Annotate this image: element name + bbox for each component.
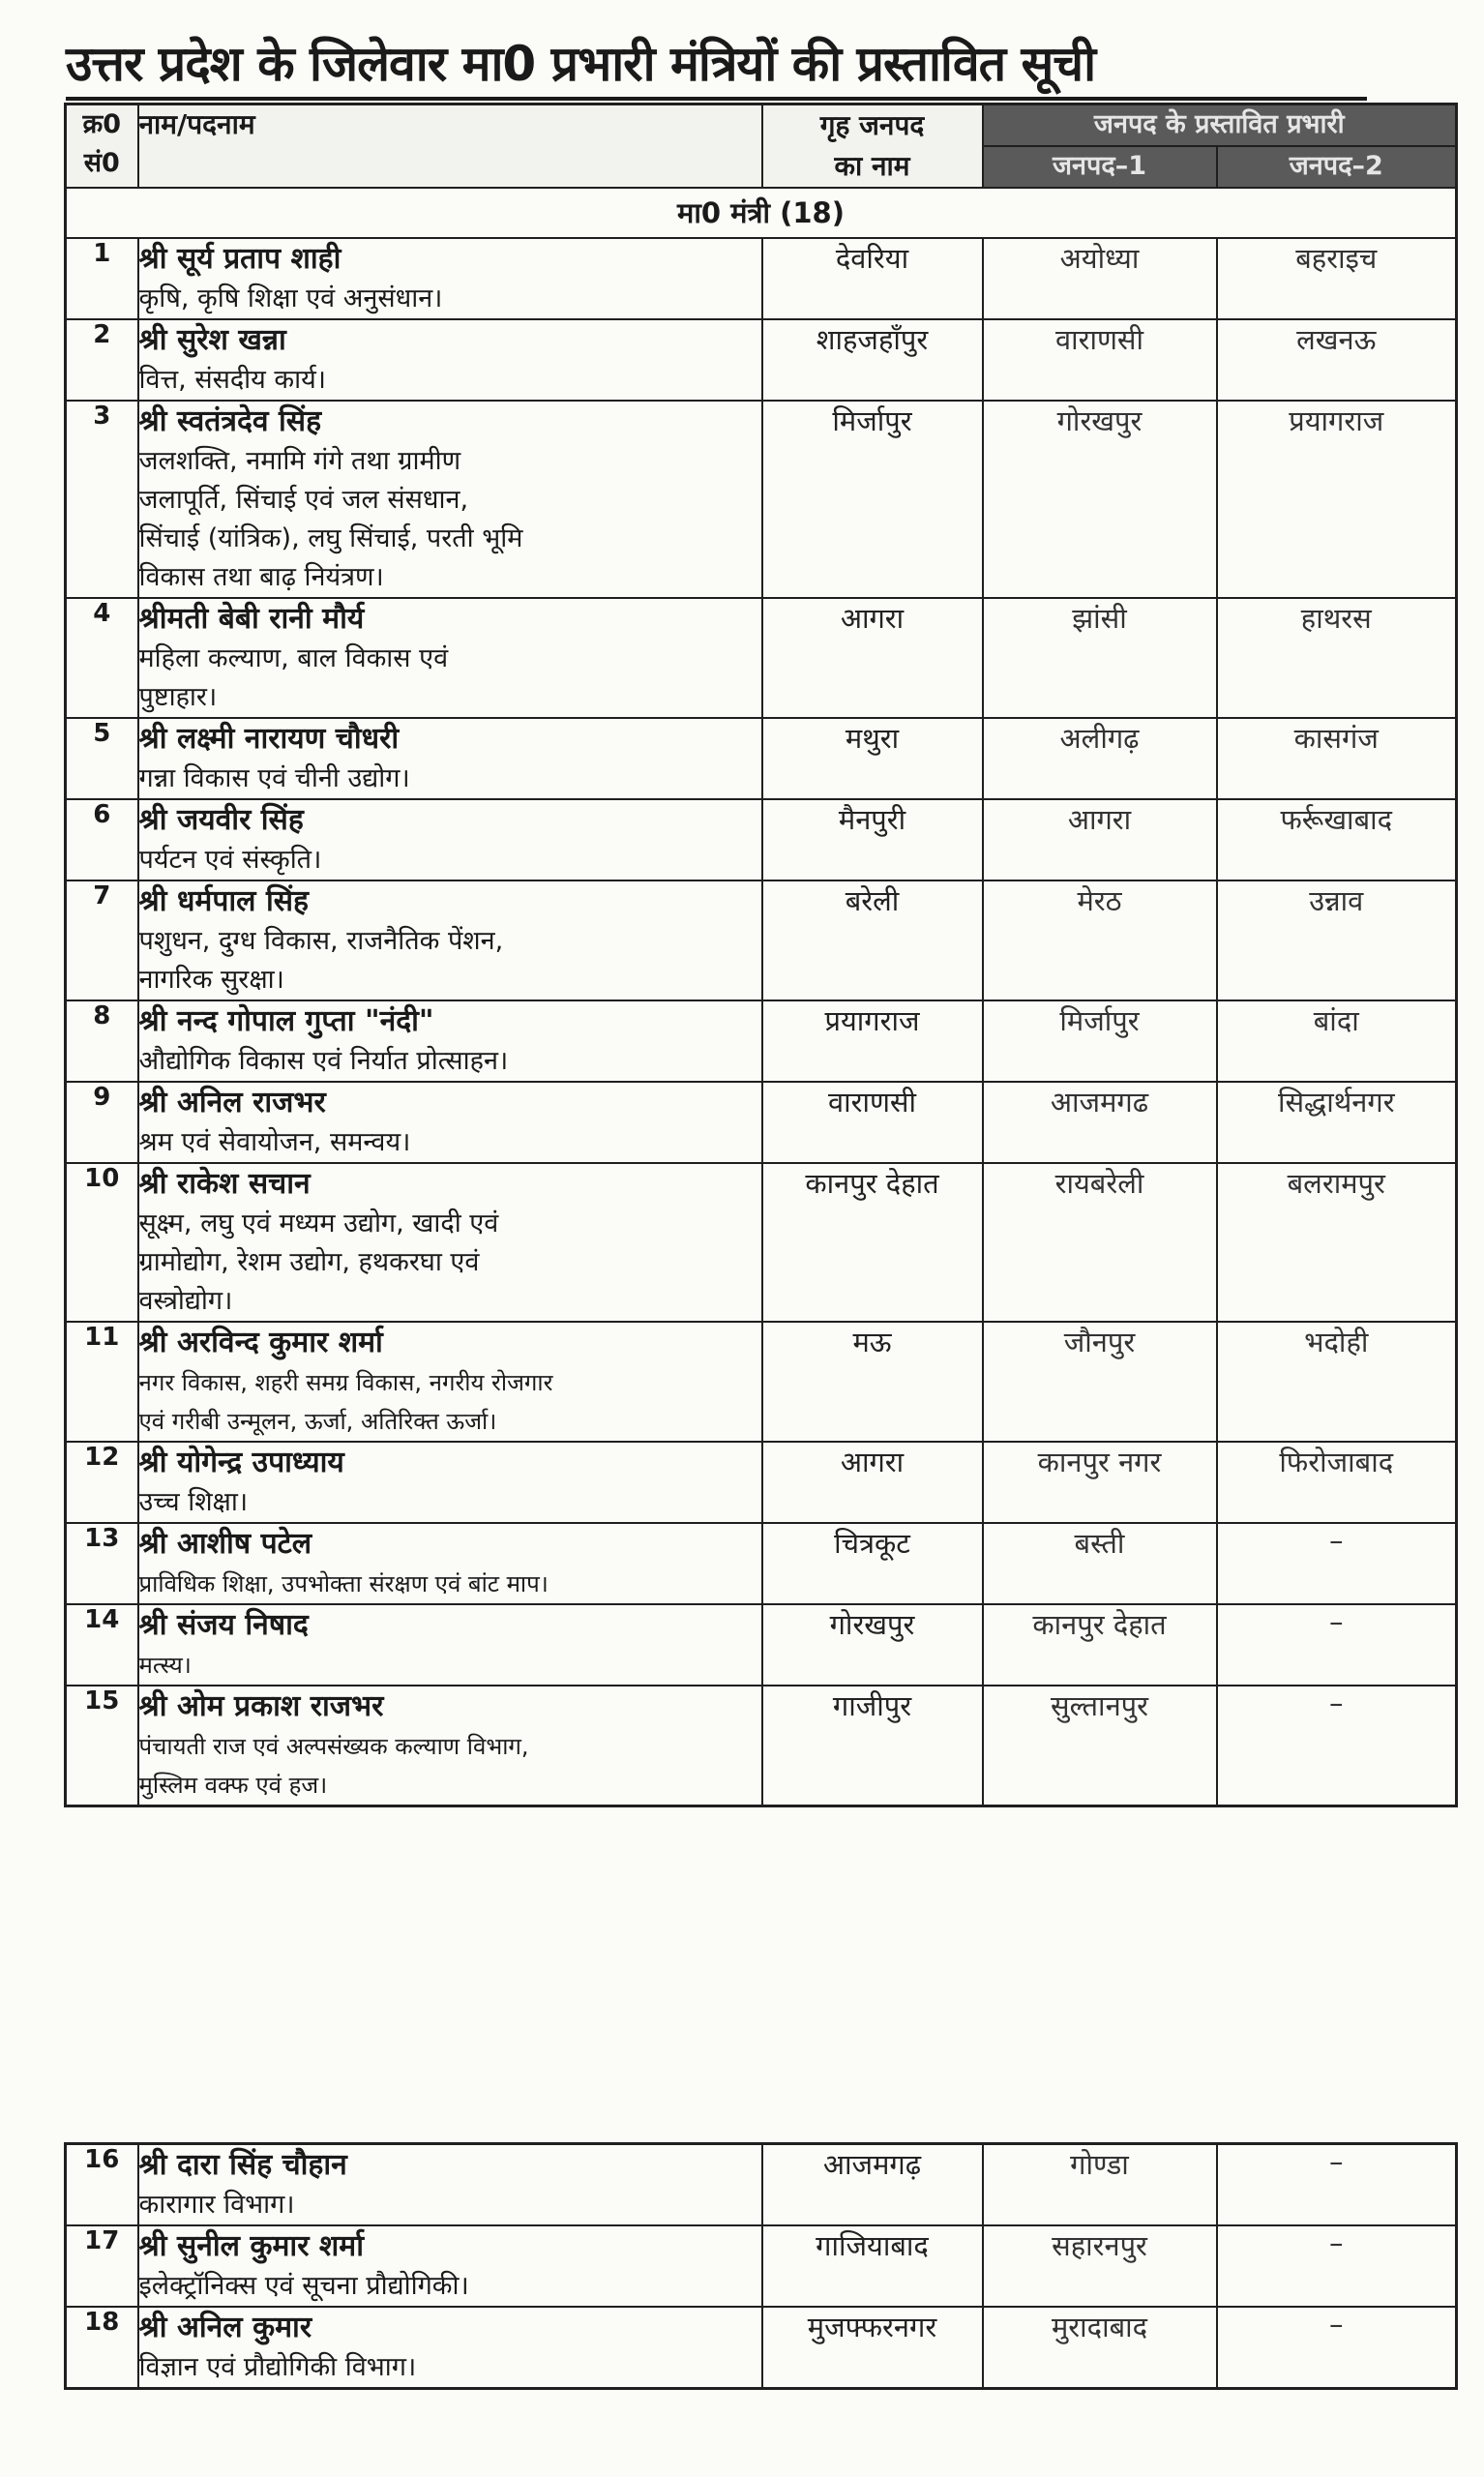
portfolio-line: पशुधन, दुग्ध विकास, राजनैतिक पेंशन, bbox=[138, 926, 504, 956]
district-1: कानपुर नगर bbox=[983, 1442, 1217, 1523]
name-cell bbox=[138, 1523, 762, 1604]
portfolio-line: कारागार विभाग। bbox=[138, 2190, 295, 2220]
portfolio-line: नागरिक सुरक्षा। bbox=[138, 965, 284, 995]
home-district: मऊ bbox=[762, 1322, 983, 1442]
minister-name: श्री जयवीर सिंह bbox=[138, 803, 304, 837]
portfolio-line: सूक्ष्म, लघु एवं मध्यम उद्योग, खादी एवं bbox=[138, 1209, 499, 1238]
name-cell bbox=[138, 880, 762, 1000]
portfolio-line: उच्च शिक्षा। bbox=[138, 1487, 249, 1517]
header-district2: जनपद–2 bbox=[1217, 146, 1457, 188]
district-2: प्रयागराज bbox=[1217, 401, 1457, 598]
portfolio-line: पंचायती राज एवं अल्पसंख्यक कल्याण विभाग, bbox=[138, 1733, 529, 1760]
portfolio-line: विज्ञान एवं प्रौद्योगिकी विभाग। bbox=[138, 2352, 417, 2382]
serial-number: 5 bbox=[66, 718, 138, 799]
portfolio-line: नगर विकास, शहरी समग्र विकास, नगरीय रोजगार bbox=[138, 1369, 553, 1396]
district-2: फिरोजाबाद bbox=[1217, 1442, 1457, 1523]
serial-number: 13 bbox=[66, 1523, 138, 1604]
minister-name: श्री ओम प्रकाश राजभर bbox=[138, 1689, 384, 1723]
serial-number: 14 bbox=[66, 1604, 138, 1686]
portfolio-line: मत्स्य। bbox=[138, 1652, 192, 1679]
minister-name: श्री योगेन्द्र उपाध्याय bbox=[138, 1446, 344, 1479]
table-row bbox=[66, 1322, 1457, 1442]
section-row bbox=[66, 188, 1457, 238]
portfolio-line: ग्रामोद्योग, रेशम उद्योग, हथकरघा एवं bbox=[138, 1247, 480, 1277]
home-district: प्रयागराज bbox=[762, 1000, 983, 1082]
serial-number: 2 bbox=[66, 319, 138, 401]
header-serial-line1: क्र0 bbox=[82, 109, 122, 139]
table-row bbox=[66, 2307, 1457, 2389]
minister-name: श्रीमती बेबी रानी मौर्य bbox=[138, 602, 365, 636]
name-cell bbox=[138, 1082, 762, 1163]
name-cell bbox=[138, 2225, 762, 2307]
district-1: मिर्जापुर bbox=[983, 1000, 1217, 1082]
district-1: आगरा bbox=[983, 799, 1217, 880]
serial-number: 11 bbox=[66, 1322, 138, 1442]
name-cell bbox=[138, 238, 762, 319]
header-home-district bbox=[762, 104, 983, 189]
home-district: गोरखपुर bbox=[762, 1604, 983, 1686]
district-1: रायबरेली bbox=[983, 1163, 1217, 1322]
portfolio-line: सिंचाई (यांत्रिक), लघु सिंचाई, परती भूमि bbox=[138, 523, 523, 553]
header-serial-line2: सं0 bbox=[83, 148, 120, 178]
district-1: बस्ती bbox=[983, 1523, 1217, 1604]
district-1: झांसी bbox=[983, 598, 1217, 718]
serial-number: 1 bbox=[66, 238, 138, 319]
header-serial bbox=[66, 104, 138, 189]
district-1: सहारनपुर bbox=[983, 2225, 1217, 2307]
minister-name: श्री दारा सिंह चौहान bbox=[138, 2148, 347, 2182]
home-district: आजमगढ़ bbox=[762, 2144, 983, 2226]
table-row bbox=[66, 1604, 1457, 1686]
home-district: देवरिया bbox=[762, 238, 983, 319]
district-2: फर्रूखाबाद bbox=[1217, 799, 1457, 880]
portfolio-line: कृषि, कृषि शिक्षा एवं अनुसंधान। bbox=[138, 284, 443, 313]
district-1: गोरखपुर bbox=[983, 401, 1217, 598]
portfolio-line: विकास तथा बाढ़ नियंत्रण। bbox=[138, 562, 384, 592]
table-row bbox=[66, 238, 1457, 319]
district-2: – bbox=[1217, 2144, 1457, 2226]
home-district: मिर्जापुर bbox=[762, 401, 983, 598]
header-row bbox=[66, 104, 1457, 147]
district-2: बहराइच bbox=[1217, 238, 1457, 319]
table-row bbox=[66, 2225, 1457, 2307]
name-cell bbox=[138, 598, 762, 718]
minister-name: श्री राकेश सचान bbox=[138, 1167, 311, 1201]
home-district: कानपुर देहात bbox=[762, 1163, 983, 1322]
portfolio-line: श्रम एवं सेवायोजन, समन्वय। bbox=[138, 1127, 411, 1157]
serial-number: 3 bbox=[66, 401, 138, 598]
serial-number: 15 bbox=[66, 1686, 138, 1806]
table-row bbox=[66, 799, 1457, 880]
name-cell bbox=[138, 401, 762, 598]
minister-name: श्री अरविन्द कुमार शर्मा bbox=[138, 1326, 383, 1359]
district-1: मुरादाबाद bbox=[983, 2307, 1217, 2389]
header-district1: जनपद–1 bbox=[983, 146, 1217, 188]
table-row bbox=[66, 319, 1457, 401]
section-title: मा0 मंत्री (18) bbox=[66, 188, 1457, 238]
name-cell bbox=[138, 718, 762, 799]
portfolio-line: मुस्लिम वक्फ एवं हज। bbox=[138, 1772, 328, 1799]
minister-name: श्री सुनील कुमार शर्मा bbox=[138, 2229, 365, 2263]
portfolio-line: महिला कल्याण, बाल विकास एवं bbox=[138, 643, 449, 673]
minister-name: श्री सूर्य प्रताप शाही bbox=[138, 242, 341, 276]
serial-number: 16 bbox=[66, 2144, 138, 2226]
district-2: हाथरस bbox=[1217, 598, 1457, 718]
district-2: – bbox=[1217, 1604, 1457, 1686]
minister-name: श्री लक्ष्मी नारायण चौधरी bbox=[138, 722, 400, 756]
district-2: कासगंज bbox=[1217, 718, 1457, 799]
serial-number: 6 bbox=[66, 799, 138, 880]
district-2: लखनऊ bbox=[1217, 319, 1457, 401]
name-cell bbox=[138, 319, 762, 401]
district-2: – bbox=[1217, 2307, 1457, 2389]
district-1: वाराणसी bbox=[983, 319, 1217, 401]
home-district: मथुरा bbox=[762, 718, 983, 799]
minister-name: श्री नन्द गोपाल गुप्ता "नंदी" bbox=[138, 1004, 434, 1038]
page-title: उत्तर प्रदेश के जिलेवार मा0 प्रभारी मंत्रियों की प्रस्तावित सूची bbox=[66, 36, 1096, 92]
title-underline bbox=[66, 97, 1367, 101]
portfolio-line: जलापूर्ति, सिंचाई एवं जल संसधान, bbox=[138, 485, 469, 515]
district-1: जौनपुर bbox=[983, 1322, 1217, 1442]
home-district: मुजफ्फरनगर bbox=[762, 2307, 983, 2389]
district-1: अलीगढ़ bbox=[983, 718, 1217, 799]
district-2: सिद्धार्थनगर bbox=[1217, 1082, 1457, 1163]
district-1: कानपुर देहात bbox=[983, 1604, 1217, 1686]
name-cell bbox=[138, 799, 762, 880]
portfolio-line: जलशक्ति, नमामि गंगे तथा ग्रामीण bbox=[138, 446, 461, 476]
minister-name: श्री धर्मपाल सिंह bbox=[138, 884, 309, 918]
portfolio-line: इलेक्ट्रॉनिक्स एवं सूचना प्रौद्योगिकी। bbox=[138, 2271, 469, 2301]
table-row bbox=[66, 2144, 1457, 2226]
name-cell bbox=[138, 1163, 762, 1322]
table-row bbox=[66, 598, 1457, 718]
portfolio-line: पर्यटन एवं संस्कृति। bbox=[138, 845, 322, 875]
portfolio-line: वित्त, संसदीय कार्य। bbox=[138, 365, 327, 395]
header-name: नाम/पदनाम bbox=[138, 104, 762, 189]
serial-number: 17 bbox=[66, 2225, 138, 2307]
home-district: आगरा bbox=[762, 1442, 983, 1523]
district-2: – bbox=[1217, 1523, 1457, 1604]
name-cell bbox=[138, 1000, 762, 1082]
name-cell bbox=[138, 1686, 762, 1806]
home-district: चित्रकूट bbox=[762, 1523, 983, 1604]
table-row bbox=[66, 718, 1457, 799]
home-district: आगरा bbox=[762, 598, 983, 718]
name-cell bbox=[138, 1604, 762, 1686]
district-1: सुल्तानपुर bbox=[983, 1686, 1217, 1806]
district-1: अयोध्या bbox=[983, 238, 1217, 319]
table-row bbox=[66, 1082, 1457, 1163]
name-cell bbox=[138, 2144, 762, 2226]
serial-number: 8 bbox=[66, 1000, 138, 1082]
table-row bbox=[66, 1523, 1457, 1604]
district-2: बांदा bbox=[1217, 1000, 1457, 1082]
serial-number: 4 bbox=[66, 598, 138, 718]
district-2: – bbox=[1217, 2225, 1457, 2307]
name-cell bbox=[138, 1442, 762, 1523]
name-cell bbox=[138, 2307, 762, 2389]
ministers-table-continued bbox=[64, 2142, 1458, 2390]
table-row bbox=[66, 880, 1457, 1000]
serial-number: 18 bbox=[66, 2307, 138, 2389]
portfolio-line: गन्ना विकास एवं चीनी उद्योग। bbox=[138, 763, 410, 793]
serial-number: 10 bbox=[66, 1163, 138, 1322]
table-row bbox=[66, 401, 1457, 598]
header-proposed: जनपद के प्रस्तावित प्रभारी bbox=[983, 104, 1457, 147]
header-home-line2: का नाम bbox=[834, 150, 910, 182]
home-district: शाहजहाँपुर bbox=[762, 319, 983, 401]
district-1: गोण्डा bbox=[983, 2144, 1217, 2226]
district-2: – bbox=[1217, 1686, 1457, 1806]
ministers-table bbox=[64, 103, 1458, 1807]
portfolio-line: प्राविधिक शिक्षा, उपभोक्ता संरक्षण एवं बांट माप। bbox=[138, 1570, 549, 1597]
district-2: भदोही bbox=[1217, 1322, 1457, 1442]
district-2: बलरामपुर bbox=[1217, 1163, 1457, 1322]
home-district: मैनपुरी bbox=[762, 799, 983, 880]
home-district: वाराणसी bbox=[762, 1082, 983, 1163]
minister-name: श्री अनिल राजभर bbox=[138, 1086, 326, 1119]
district-2: उन्नाव bbox=[1217, 880, 1457, 1000]
minister-name: श्री सुरेश खन्ना bbox=[138, 323, 286, 357]
serial-number: 7 bbox=[66, 880, 138, 1000]
table-row bbox=[66, 1000, 1457, 1082]
portfolio-line: पुष्टाहार। bbox=[138, 682, 218, 712]
serial-number: 9 bbox=[66, 1082, 138, 1163]
district-1: आजमगढ bbox=[983, 1082, 1217, 1163]
portfolio-line: औद्योगिक विकास एवं निर्यात प्रोत्साहन। bbox=[138, 1046, 509, 1076]
home-district: गाजीपुर bbox=[762, 1686, 983, 1806]
serial-number: 12 bbox=[66, 1442, 138, 1523]
home-district: गाजियाबाद bbox=[762, 2225, 983, 2307]
table-row bbox=[66, 1686, 1457, 1806]
home-district: बरेली bbox=[762, 880, 983, 1000]
header-home-line1: गृह जनपद bbox=[819, 109, 925, 141]
table-row bbox=[66, 1442, 1457, 1523]
portfolio-line: एवं गरीबी उन्मूलन, ऊर्जा, अतिरिक्त ऊर्जा। bbox=[138, 1408, 497, 1435]
minister-name: श्री आशीष पटेल bbox=[138, 1527, 312, 1561]
portfolio-line: वस्त्रोद्योग। bbox=[138, 1286, 233, 1316]
table-row bbox=[66, 1163, 1457, 1322]
minister-name: श्री संजय निषाद bbox=[138, 1608, 309, 1642]
minister-name: श्री अनिल कुमार bbox=[138, 2311, 312, 2344]
district-1: मेरठ bbox=[983, 880, 1217, 1000]
minister-name: श्री स्वतंत्रदेव सिंह bbox=[138, 404, 321, 438]
name-cell bbox=[138, 1322, 762, 1442]
